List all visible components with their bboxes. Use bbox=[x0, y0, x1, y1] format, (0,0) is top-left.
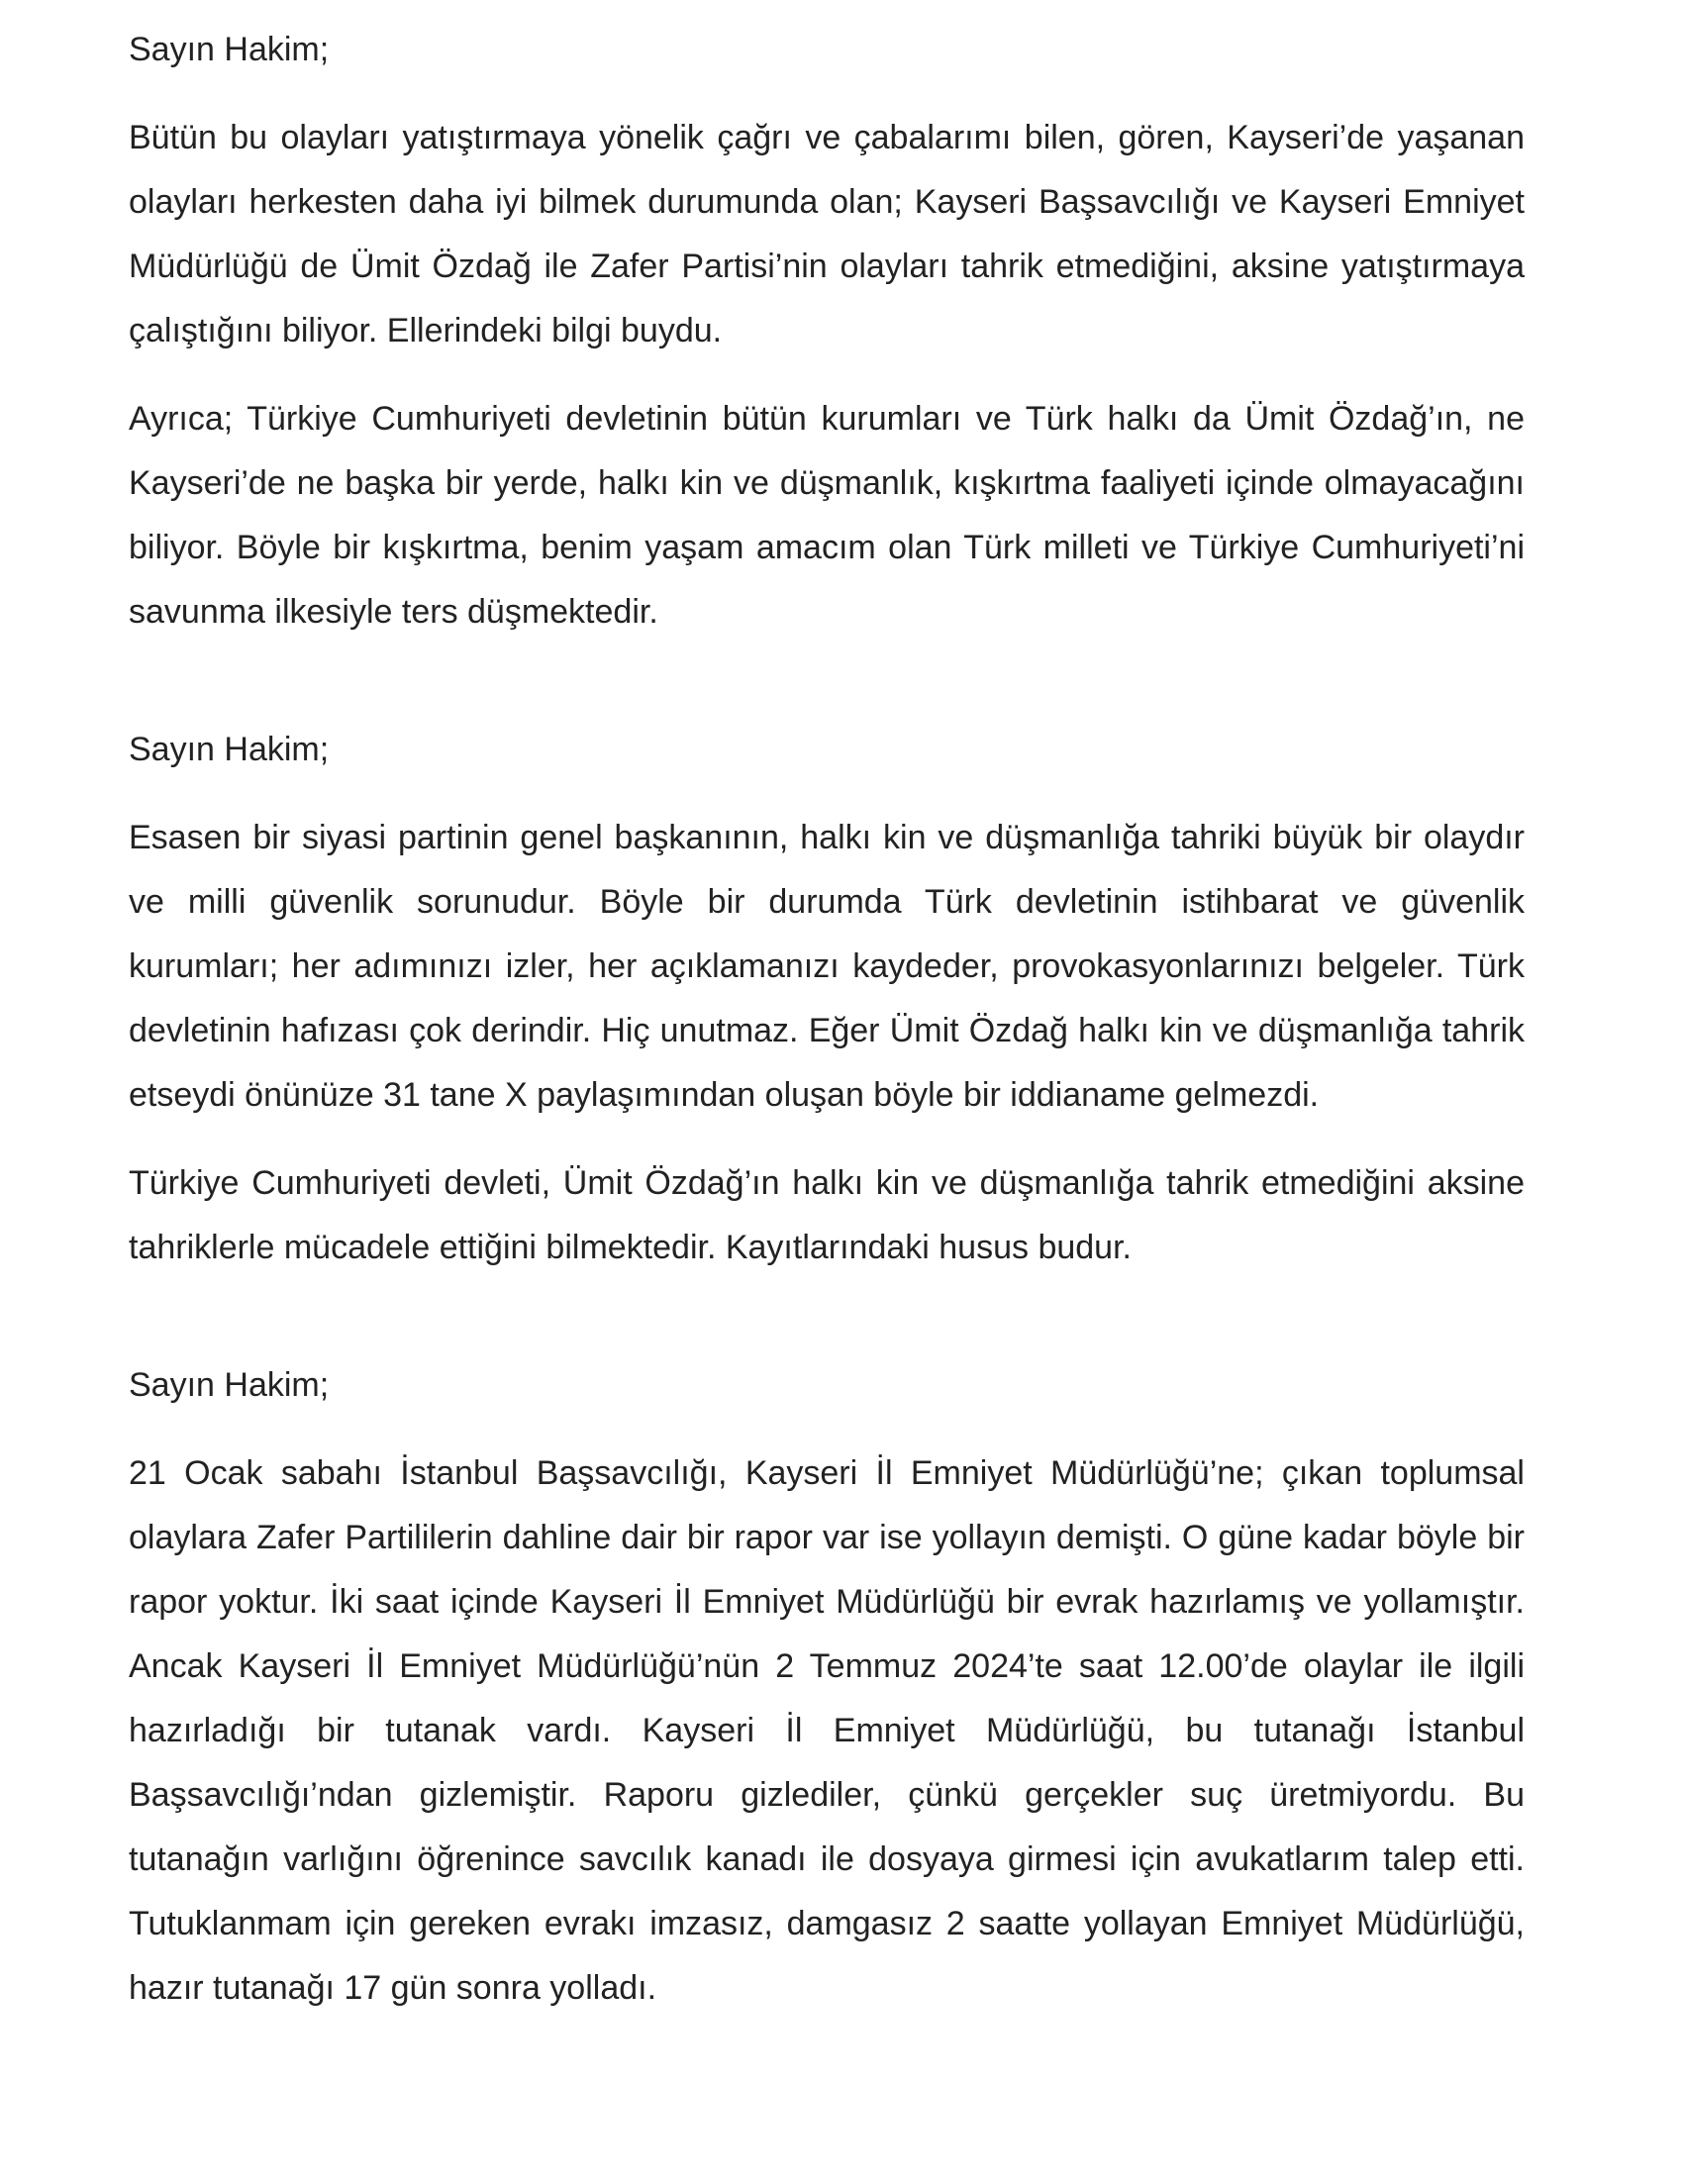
paragraph: Bütün bu olayları yatıştırmaya yönelik çağrı ve çabalarımı bilen, gören, Kayseri’de yaşanan olayları herkesten daha iyi bilmek durumunda olan; Kayseri Başsavcılığı ve Kayseri Emniyet Müdürlüğü de Ümit Özdağ ile Zafer Partisi’nin olayları tahrik etmediğini, aksine yatıştırmaya çalıştığını biliyor. Ellerindeki bilgi buydu. bbox=[129, 119, 1525, 349]
statement-section-2 bbox=[129, 718, 1525, 1280]
paragraph: Türkiye Cumhuriyeti devleti, Ümit Özdağ’ın halkı kin ve düşmanlığa tahrik etmediğini aksine tahriklerle mücadele ettiğini bilmektedir. Kayıtlarındaki husus budur. bbox=[129, 1164, 1525, 1266]
statement-section-1 bbox=[129, 18, 1525, 645]
statement-section-3 bbox=[129, 1353, 1525, 2021]
paragraph: 21 Ocak sabahı İstanbul Başsavcılığı, Kayseri İl Emniyet Müdürlüğü’ne; çıkan toplumsal olaylara Zafer Partililerin dahline dair bir rapor var ise yollayın demişti. O güne kadar böyle bir rapor yoktur. İki saat içinde Kayseri İl Emniyet Müdürlüğü bir evrak hazırlamış ve yollamıştır. Ancak Kayseri İl Emniyet Müdürlüğü’nün 2 Temmuz 2024’te saat 12.00’de olaylar ile ilgili hazırladığı bir tutanak vardı. Kayseri İl Emniyet Müdürlüğü, bu tutanağı İstanbul Başsavcılığı’ndan gizlemiştir. Raporu gizlediler, çünkü gerçekler suç üretmiyordu. Bu tutanağın varlığını öğrenince savcılık kanadı ile dosyaya girmesi için avukatlarım talep etti. Tutuklanmam için gereken evrakı imzasız, damgasız 2 saatte yollayan Emniyet Müdürlüğü, hazır tutanağı 17 gün sonra yolladı. bbox=[129, 1454, 1525, 2007]
paragraph: Esasen bir siyasi partinin genel başkanının, halkı kin ve düşmanlığa tahriki büyük bir olaydır ve milli güvenlik sorunudur. Böyle bir durumda Türk devletinin istihbarat ve güvenlik kurumları; her adımınızı izler, her açıklamanızı kaydeder, provokasyonlarınızı belgeler. Türk devletinin hafızası çok derindir. Hiç unutmaz. Eğer Ümit Özdağ halkı kin ve düşmanlığa tahrik etseydi önünüze 31 tane X paylaşımından oluşan böyle bir iddianame gelmezdi. bbox=[129, 819, 1525, 1114]
salutation: Sayın Hakim; bbox=[129, 731, 330, 768]
salutation: Sayın Hakim; bbox=[129, 1366, 330, 1404]
document-page bbox=[129, 18, 1525, 2021]
salutation: Sayın Hakim; bbox=[129, 31, 330, 68]
paragraph: Ayrıca; Türkiye Cumhuriyeti devletinin bütün kurumları ve Türk halkı da Ümit Özdağ’ın, ne Kayseri’de ne başka bir yerde, halkı kin ve düşmanlık, kışkırtma faaliyeti içinde olmayacağını biliyor. Böyle bir kışkırtma, benim yaşam amacım olan Türk milleti ve Türkiye Cumhuriyeti’ni savunma ilkesiyle ters düşmektedir. bbox=[129, 400, 1525, 631]
